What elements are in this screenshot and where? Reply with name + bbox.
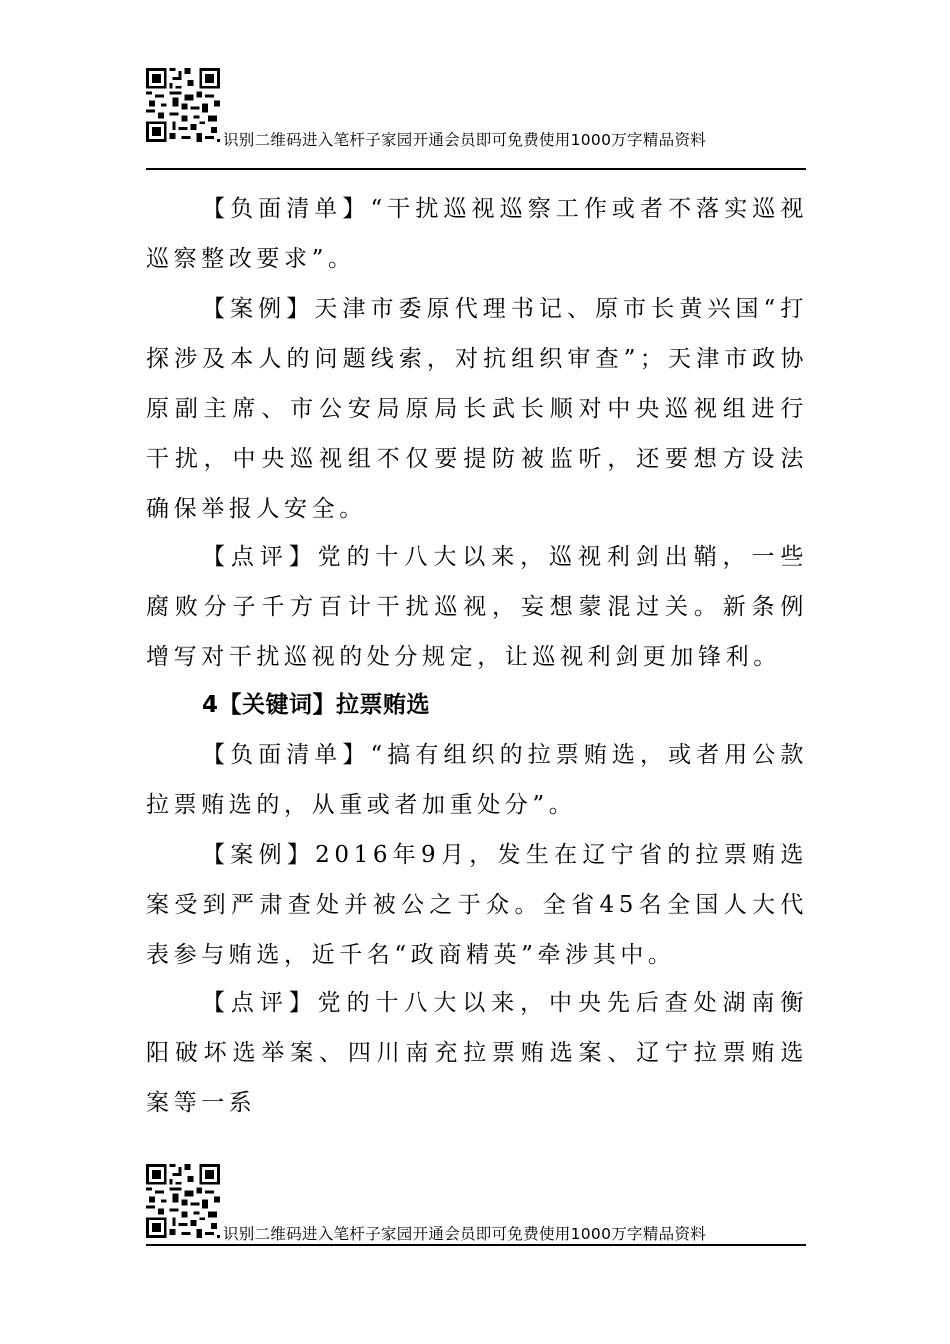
footer-promo-text: 识别二维码进入笔杆子家园开通会员即可免费使用1000万字精品资料 [223, 1225, 707, 1243]
qr-code-icon[interactable] [146, 1164, 220, 1238]
paragraph-negative-list-1: 【负面清单】“干扰巡视巡察工作或者不落实巡视巡察整改要求”。 [146, 196, 808, 272]
paragraph-case-2: 【案例】2016年9月，发生在辽宁省的拉票贿选案受到严肃查处并被公之于众。全省45名全国人大代表参与贿选，近千名“政商精英”牵涉其中。 [146, 842, 808, 968]
header-divider [146, 168, 806, 170]
paragraph-case-1: 【案例】天津市委原代理书记、原市长黄兴国“打探涉及本人的问题线索，对抗组织审查”；天津市政协原副主席、市公安局原局长武长顺对中央巡视组进行干扰，中央巡视组不仅要提防被监听，还要想方设法确保举报人安全。 [146, 296, 808, 522]
keyword-heading: 4【关键词】拉票贿选 [202, 692, 431, 718]
qr-code-icon[interactable] [146, 68, 220, 142]
paragraph-comment-1: 【点评】党的十八大以来，巡视利剑出鞘，一些腐败分子千方百计干扰巡视，妄想蒙混过关。新条例增写对干扰巡视的处分规定，让巡视利剑更加锋利。 [146, 544, 808, 670]
paragraph-comment-2: 【点评】党的十八大以来，中央先后查处湖南衡阳破坏选举案、四川南充拉票贿选案、辽宁拉票贿选案等一系 [146, 990, 808, 1116]
page-footer [146, 1164, 806, 1250]
paragraph-negative-list-2: 【负面清单】“搞有组织的拉票贿选，或者用公款拉票贿选的，从重或者加重处分”。 [146, 742, 808, 818]
footer-divider [146, 1244, 806, 1246]
header-promo-text: 识别二维码进入笔杆子家园开通会员即可免费使用1000万字精品资料 [223, 131, 707, 149]
page-header [146, 68, 806, 174]
